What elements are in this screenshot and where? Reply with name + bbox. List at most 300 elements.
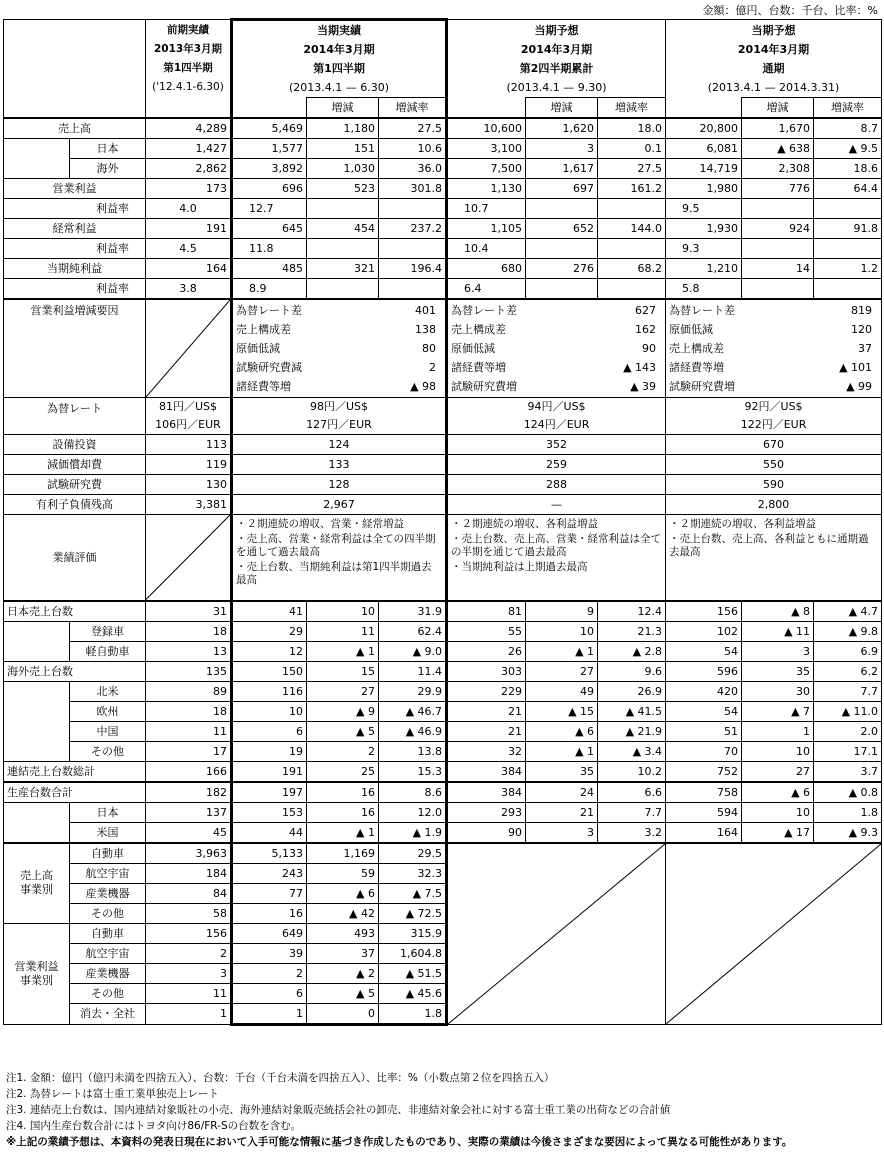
table-row [4,761,882,782]
full-value: 590 [666,475,882,495]
table-row [4,802,882,822]
full-rate: ▲ 9.3 [814,822,882,843]
full-rate: 6.9 [814,641,882,661]
row-sublabel: 軽自動車 [70,641,146,661]
cur-rate: ▲ 46.7 [379,701,447,721]
prev-value: 84 [146,883,232,903]
row-label: 有利子負債残高 [4,495,146,515]
fx-f [666,398,882,435]
cur-increase: ▲ 42 [307,903,379,923]
row-sublabel: 産業機器 [70,883,146,903]
factor-item [236,377,442,396]
h1-increase: 697 [526,179,598,199]
factor-value: 138 [415,323,437,336]
full-value: 156 [666,601,742,622]
factor-value: 627 [635,304,657,317]
row-sublabel: その他 [70,903,146,923]
h1-rate: 68.2 [598,259,666,279]
full-value: 54 [666,701,742,721]
full-increase: ▲ 11 [742,621,814,641]
factor-name: 諸経費等増 [451,361,507,374]
row-sublabel: 産業機器 [70,963,146,983]
cur-value: 1 [232,1003,307,1024]
full-rate: 6.2 [814,661,882,681]
h1-value: 6.4 [447,279,526,300]
fx-eur: 127円／EUR [306,418,372,431]
col-increase: 増減 [742,98,814,119]
evaluation-item: ・売上高、営業・経常利益は全ての四半期を通して過去最高 [236,533,436,558]
full-increase: 35 [742,661,814,681]
cur-rate: 15.3 [379,761,447,782]
factor-item [451,301,662,320]
prev-value: 166 [146,761,232,782]
factor-name: 諸経費等増 [669,361,725,374]
h1-value: 81 [447,601,526,622]
factor-item [669,301,878,320]
row-sublabel: 自動車 [70,843,146,864]
header-prev-title: 前期実績 [146,20,232,41]
row-sublabel: 日本 [70,802,146,822]
factor-item [451,339,662,358]
h1-value: 1,130 [447,179,526,199]
col-rate: 増減率 [598,98,666,119]
full-rate: 7.7 [814,681,882,701]
evaluation-item: ・売上台数、売上高、営業・経常利益は全ての半期を通じて過去最高 [451,533,662,558]
fx-usd: 94円／US$ [527,400,586,413]
cur-rate: ▲ 51.5 [379,963,447,983]
cur-rate: ▲ 1.9 [379,822,447,843]
table-row [4,641,882,661]
full-increase: 10 [742,802,814,822]
prev-value: 3 [146,963,232,983]
full-increase: 776 [742,179,814,199]
full-rate: 18.6 [814,159,882,179]
cur-increase: 11 [307,621,379,641]
indent-cell [4,802,70,822]
full-increase: ▲ 8 [742,601,814,622]
factor-item [669,377,878,396]
table-row [4,495,882,515]
cur-rate: 36.0 [379,159,447,179]
cur-value: 243 [232,863,307,883]
cur-increase: 27 [307,681,379,701]
cur-value: 6 [232,983,307,1003]
h1-value: 10.7 [447,199,526,219]
factor-value: 90 [642,342,657,355]
prev-value: 2 [146,943,232,963]
cur-value: 1,577 [232,139,307,159]
row-label: 設備投資 [4,435,146,455]
h1-value: 3,100 [447,139,526,159]
h1-value: 32 [447,741,526,761]
prev-value: 4,289 [146,118,232,139]
financial-table [3,18,882,1026]
header-full-blank [666,98,742,119]
table-row [4,515,882,601]
diagonal-line [666,844,881,1024]
cur-rate: 29.9 [379,681,447,701]
cur-increase: 25 [307,761,379,782]
header-prev-range: ('12.4.1-6.30) [146,78,232,98]
row-sublabel: その他 [70,741,146,761]
h1-increase: 21 [526,802,598,822]
table-row [4,139,882,159]
indent-cell [4,621,70,641]
cur-value: 5,133 [232,843,307,864]
factors-f [666,299,882,398]
indent-cell [4,139,70,159]
row-sublabel: 航空宇宙 [70,863,146,883]
full-rate: ▲ 9.8 [814,621,882,641]
cur-value: 19 [232,741,307,761]
full-rate: ▲ 4.7 [814,601,882,622]
full-rate: 1.2 [814,259,882,279]
segment-label-line: 売上高 [20,869,53,882]
header-full-fy: 2014年3月期 [666,40,882,59]
prev-value: 130 [146,475,232,495]
cur-rate: ▲ 46.9 [379,721,447,741]
factor-name: 諸経費等増 [236,380,291,393]
factor-name: 売上構成差 [669,342,725,355]
cur-rate [379,279,447,300]
fx-eur: 106円／EUR [155,418,221,431]
table-row [4,843,882,864]
prev-value: 135 [146,661,232,681]
table-row [4,199,882,219]
table-row [4,681,882,701]
prev-value: 156 [146,923,232,943]
segment-label-line: 営業利益 [14,959,59,973]
factor-name: 試験研究費増 [451,380,518,393]
h1-value: 7,500 [447,159,526,179]
h1-rate: 9.6 [598,661,666,681]
prev-value: 4.0 [146,199,232,219]
h1-increase [526,199,598,219]
header-corner [4,20,146,119]
h1-value: 288 [447,475,666,495]
factor-item [236,358,442,377]
full-value: 2,800 [666,495,882,515]
factor-value: ▲ 101 [839,361,873,374]
table-row [4,219,882,239]
table-row [4,455,882,475]
table-row [4,741,882,761]
cur-increase: ▲ 5 [307,721,379,741]
h1-increase: 27 [526,661,598,681]
factor-item [236,301,442,320]
prev-value: 3,963 [146,843,232,864]
full-rate: 2.0 [814,721,882,741]
h1-increase: 10 [526,621,598,641]
table-row [4,721,882,741]
row-sublabel: 日本 [70,139,146,159]
cur-value: 5,469 [232,118,307,139]
row-sublabel: その他 [70,983,146,1003]
h1-rate: ▲ 2.8 [598,641,666,661]
cur-rate: 196.4 [379,259,447,279]
indent-cell [4,701,70,721]
prev-value: 184 [146,863,232,883]
table-row [4,159,882,179]
row-sublabel: 中国 [70,721,146,741]
note-3: 注3. 連結売上台数は、国内連結対象販社の小売、海外連結対象販売統括会社の卸売、非連結対象会社に対する富士重工業の出荷などの合計値 [6,1104,671,1116]
h1-rate: 144.0 [598,219,666,239]
h1-increase: ▲ 6 [526,721,598,741]
factor-value: ▲ 98 [410,380,437,393]
h1-increase: 1,620 [526,118,598,139]
cur-value: 8.9 [232,279,307,300]
table-row [4,279,882,300]
prev-value: 1,427 [146,139,232,159]
h1-rate: 27.5 [598,159,666,179]
factor-value: 37 [858,342,873,355]
cur-increase: 2 [307,741,379,761]
fx-usd: 98円／US$ [310,400,369,413]
indent-cell [4,741,70,761]
cur-rate: 1.8 [379,1003,447,1024]
col-increase: 増減 [526,98,598,119]
cur-increase [307,279,379,300]
h1-increase: ▲ 1 [526,641,598,661]
factor-name: 売上構成差 [236,323,291,336]
cur-increase: 16 [307,782,379,803]
indent-cell [4,159,70,179]
evaluation-label: 業績評価 [4,515,146,601]
full-rate: 64.4 [814,179,882,199]
fx-usd: 92円／US$ [744,400,803,413]
factor-item [669,320,878,339]
cur-rate: 315.9 [379,923,447,943]
segment-label-line: 事業別 [20,973,53,987]
cur-value: 649 [232,923,307,943]
h1-increase [526,239,598,259]
h1-rate: 12.4 [598,601,666,622]
factor-name: 原価低減 [669,323,714,336]
full-increase: 10 [742,741,814,761]
full-increase: ▲ 638 [742,139,814,159]
full-value: 14,719 [666,159,742,179]
fx-cur [232,398,447,435]
cur-value: 124 [232,435,447,455]
h1-value: 21 [447,721,526,741]
cur-value: 116 [232,681,307,701]
h1-rate: 3.2 [598,822,666,843]
row-sublabel: 欧州 [70,701,146,721]
header-full-title: 当期予想 [666,20,882,41]
factor-name: 原価低減 [451,342,496,355]
table-row [4,435,882,455]
evaluation-h [447,515,666,601]
cur-rate: 27.5 [379,118,447,139]
fx-usd: 81円／US$ [158,400,218,413]
h1-rate: ▲ 21.9 [598,721,666,741]
header-h1-fy: 2014年3月期 [447,40,666,59]
cur-value: 128 [232,475,447,495]
f-diagonal [666,843,882,1025]
header-cur-q: 第1四半期 [232,59,447,78]
full-increase [742,239,814,259]
evaluation-item: ・売上台数、売上高、各利益ともに通期過去最高 [669,533,869,558]
cur-increase: 37 [307,943,379,963]
h1-rate: 21.3 [598,621,666,641]
full-increase: ▲ 6 [742,782,814,803]
h1-value: 90 [447,822,526,843]
h1-increase: 35 [526,761,598,782]
full-increase: 1 [742,721,814,741]
prev-diagonal [146,299,232,398]
table-row [4,239,882,259]
full-increase [742,199,814,219]
full-value: 102 [666,621,742,641]
row-label: 試験研究費 [4,475,146,495]
full-rate: 91.8 [814,219,882,239]
h1-rate: ▲ 41.5 [598,701,666,721]
full-increase: 3 [742,641,814,661]
factor-value: 401 [415,304,437,317]
diagonal-line [448,844,665,1024]
cur-increase: 1,180 [307,118,379,139]
full-value: 51 [666,721,742,741]
cur-value: 191 [232,761,307,782]
cur-rate: 11.4 [379,661,447,681]
full-increase: 2,308 [742,159,814,179]
full-rate [814,279,882,300]
h1-value: 26 [447,641,526,661]
prev-value: 58 [146,903,232,923]
h1-value: 55 [447,621,526,641]
row-label: 生産台数合計 [4,782,146,803]
prev-value: 4.5 [146,239,232,259]
diagonal-line [146,300,230,397]
factors-h [447,299,666,398]
row-sublabel: 消去・全社 [70,1003,146,1024]
h1-rate: 10.2 [598,761,666,782]
header-cur-blank [232,98,307,119]
header-prev-blank [146,98,232,119]
header-cur-range: (2013.4.1 — 6.30) [232,78,447,98]
unit-note: 金額：億円、台数：千台、比率：% [702,4,878,17]
row-sublabel: 北米 [70,681,146,701]
cur-increase: ▲ 1 [307,822,379,843]
h1-increase: ▲ 15 [526,701,598,721]
h1-value: 1,105 [447,219,526,239]
h1-increase: 24 [526,782,598,803]
factor-name: 為替レート差 [451,304,518,317]
full-increase: ▲ 17 [742,822,814,843]
cur-increase: 321 [307,259,379,279]
full-rate: 3.7 [814,761,882,782]
cur-rate: 8.6 [379,782,447,803]
cur-increase [307,239,379,259]
h1-increase: 49 [526,681,598,701]
full-value: 9.3 [666,239,742,259]
header-h1-range: (2013.4.1 — 9.30) [447,78,666,98]
cur-increase: 59 [307,863,379,883]
note-4: 注4. 国内生産台数合計にはトヨタ向け86/FR-Sの台数を含む。 [6,1120,302,1132]
factor-item [236,339,442,358]
row-label: 経常利益 [4,219,146,239]
h1-rate [598,199,666,219]
indent-cell [4,641,70,661]
cur-value: 41 [232,601,307,622]
header-h1-title: 当期予想 [447,20,666,41]
table-row [4,118,882,139]
header-cur-title: 当期実績 [232,20,447,41]
h1-rate: 26.9 [598,681,666,701]
h1-value: 10.4 [447,239,526,259]
prev-value: 164 [146,259,232,279]
cur-value: 696 [232,179,307,199]
full-rate [814,199,882,219]
full-rate: ▲ 9.5 [814,139,882,159]
prev-value: 17 [146,741,232,761]
full-increase: 30 [742,681,814,701]
note-2: 注2. 為替レートは富士重工業単独売上レート [6,1088,219,1100]
cur-increase: 10 [307,601,379,622]
row-sublabel: 海外 [70,159,146,179]
col-rate: 増減率 [814,98,882,119]
row-label: 減価償却費 [4,455,146,475]
cur-rate: 237.2 [379,219,447,239]
cur-value: 10 [232,701,307,721]
row-sublabel: 米国 [70,822,146,843]
cur-value: 6 [232,721,307,741]
evaluation-f [666,515,882,601]
cur-value: 12 [232,641,307,661]
header-h1-blank [447,98,526,119]
cur-rate: ▲ 9.0 [379,641,447,661]
diagonal-line [146,515,230,600]
h1-rate: 0.1 [598,139,666,159]
prev-value: 18 [146,701,232,721]
cur-value: 16 [232,903,307,923]
full-rate: 1.8 [814,802,882,822]
header-cur-fy: 2014年3月期 [232,40,447,59]
table-row [4,20,882,41]
cur-increase: 15 [307,661,379,681]
cur-value: 39 [232,943,307,963]
cur-value: 133 [232,455,447,475]
full-value: 5.8 [666,279,742,300]
factor-value: 80 [422,342,437,355]
cur-value: 44 [232,822,307,843]
h1-increase: 9 [526,601,598,622]
table-row [4,299,882,398]
h1-value: 384 [447,761,526,782]
table-row [4,398,882,435]
row-ratio-label: 利益率 [4,199,146,219]
cur-value: 2,967 [232,495,447,515]
full-increase: 27 [742,761,814,782]
row-label: 連結売上台数総計 [4,761,146,782]
segment-label-line: 事業別 [20,883,53,896]
fx-h [447,398,666,435]
row-label: 海外売上台数 [4,661,146,681]
header-prev-fy: 2013年3月期 [146,40,232,59]
col-increase: 増減 [307,98,379,119]
table-row [4,822,882,843]
full-value: 6,081 [666,139,742,159]
cur-increase: ▲ 2 [307,963,379,983]
full-rate: 8.7 [814,118,882,139]
h1-value: 352 [447,435,666,455]
h1-increase: ▲ 1 [526,741,598,761]
cur-increase: 1,030 [307,159,379,179]
row-label: 当期純利益 [4,259,146,279]
row-ratio-label: 利益率 [4,279,146,300]
full-value: 550 [666,455,882,475]
h1-value: 384 [447,782,526,803]
